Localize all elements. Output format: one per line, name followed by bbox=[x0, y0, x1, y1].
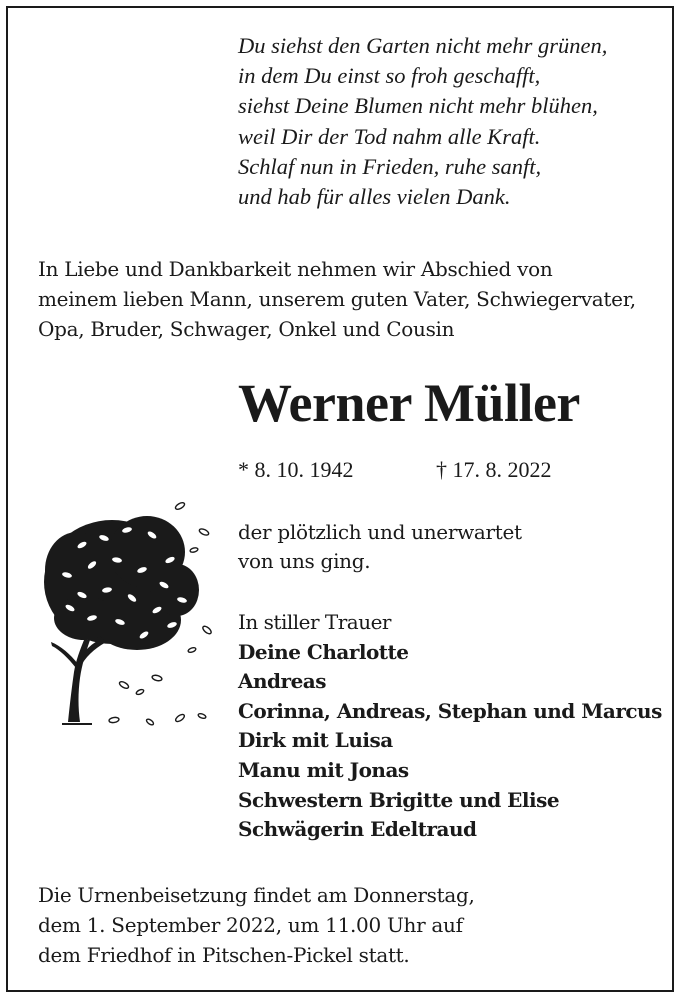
mourner-name: Corinna, Andreas, Stephan und Marcus bbox=[238, 698, 662, 723]
mourner-name: Manu mit Jonas bbox=[238, 757, 409, 782]
passing-line: der plötzlich und unerwartet bbox=[238, 520, 522, 544]
poem-line: Du siehst den Garten nicht mehr grünen, bbox=[238, 33, 608, 58]
poem-line: in dem Du einst so froh geschafft, bbox=[238, 63, 541, 89]
memorial-poem bbox=[238, 31, 607, 212]
death-date: † 17. 8. 2022 bbox=[436, 457, 552, 482]
funeral-line: Die Urnenbeisetzung findet am Donnerstag, bbox=[38, 883, 475, 907]
farewell-intro bbox=[38, 254, 636, 344]
mourner-name: Schwägerin Edeltraud bbox=[238, 817, 477, 842]
mourner-name: Schwestern Brigitte und Elise bbox=[238, 787, 560, 812]
mourner-name: Dirk mit Luisa bbox=[238, 728, 393, 753]
mourner-name: Andreas bbox=[238, 669, 327, 694]
intro-line: meinem lieben Mann, unserem guten Vater, Schwiegervater, bbox=[38, 287, 636, 311]
poem-line: und hab für alles vielen Dank. bbox=[238, 184, 511, 210]
funeral-info bbox=[38, 880, 475, 970]
poem-line: Schlaf nun in Frieden, ruhe sanft, bbox=[238, 153, 542, 179]
poem-line: siehst Deine Blumen nicht mehr blühen, bbox=[238, 93, 598, 119]
mourner-name: Deine Charlotte bbox=[238, 639, 409, 664]
passing-text bbox=[238, 518, 522, 576]
windblown-tree-icon bbox=[22, 490, 222, 735]
intro-line: Opa, Bruder, Schwager, Onkel und Cousin bbox=[38, 317, 455, 341]
poem-line: weil Dir der Tod nahm alle Kraft. bbox=[238, 123, 541, 149]
mourners-heading: In stiller Trauer bbox=[238, 610, 391, 634]
passing-line: von uns ging. bbox=[238, 549, 371, 573]
funeral-line: dem Friedhof in Pitschen-Pickel statt. bbox=[38, 943, 410, 967]
deceased-name: Werner Müller bbox=[238, 373, 580, 433]
birth-date: * 8. 10. 1942 bbox=[238, 457, 354, 482]
intro-line: In Liebe und Dankbarkeit nehmen wir Abschied von bbox=[38, 257, 553, 281]
funeral-line: dem 1. September 2022, um 11.00 Uhr auf bbox=[38, 913, 463, 937]
mourners-list bbox=[238, 608, 662, 845]
